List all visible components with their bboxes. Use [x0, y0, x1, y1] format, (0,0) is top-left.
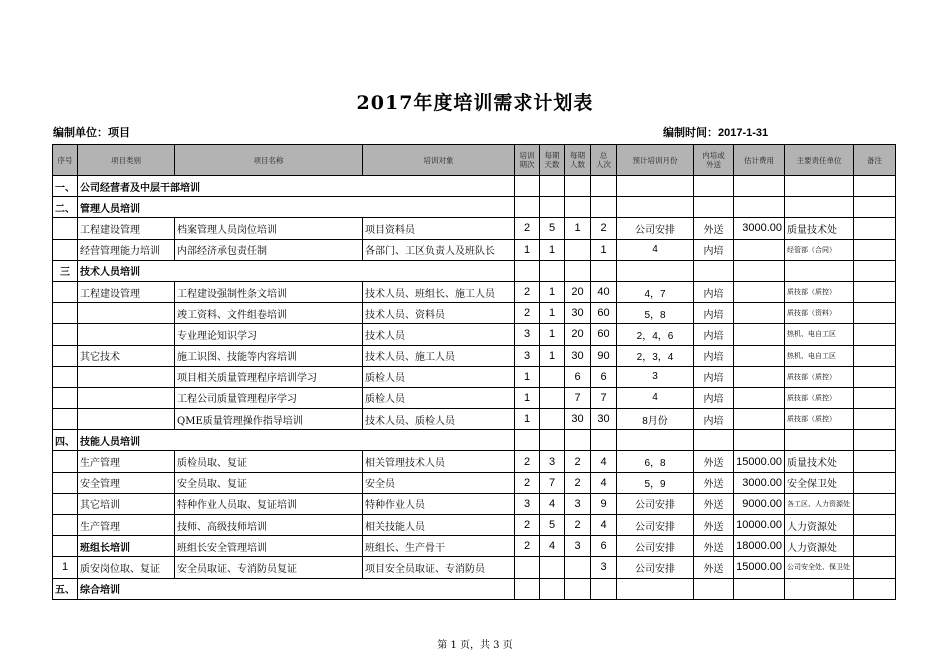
- training-target: 班组长、生产骨干: [363, 536, 515, 557]
- remarks: [854, 345, 896, 366]
- people-per-period: 30: [565, 345, 591, 366]
- people-per-period: 2: [565, 472, 591, 493]
- empty-cell: [785, 578, 854, 599]
- section-row: [53, 197, 896, 218]
- remarks: [854, 239, 896, 260]
- empty-cell: [540, 176, 565, 197]
- empty-cell: [734, 430, 785, 451]
- remarks: [854, 536, 896, 557]
- remarks: [854, 387, 896, 408]
- row-number: 1: [53, 557, 78, 578]
- planned-month: 公司安排: [617, 218, 694, 239]
- days-per-period: 1: [540, 324, 565, 345]
- training-mode: 外送: [694, 557, 734, 578]
- remarks: [854, 409, 896, 430]
- empty-cell: [694, 260, 734, 281]
- empty-cell: [591, 578, 617, 599]
- people-per-period: [565, 557, 591, 578]
- table-row: [53, 218, 896, 239]
- project-name: 安全员取、复证: [175, 472, 363, 493]
- responsible-unit: 质技部（质控）: [785, 387, 854, 408]
- column-header: 主要责任单位: [785, 145, 854, 176]
- column-header: 预计培训月份: [617, 145, 694, 176]
- estimated-cost: 3000.00: [734, 472, 785, 493]
- people-per-period: 3: [565, 493, 591, 514]
- row-number: [53, 345, 78, 366]
- total-people: 6: [591, 536, 617, 557]
- planned-month: 2，4，6: [617, 324, 694, 345]
- project-category: 生产管理: [78, 451, 175, 472]
- empty-cell: [565, 430, 591, 451]
- table-row: [53, 557, 896, 578]
- empty-cell: [854, 578, 896, 599]
- responsible-unit: 公司安全处、保卫处: [785, 557, 854, 578]
- remarks: [854, 218, 896, 239]
- remarks: [854, 557, 896, 578]
- row-number: [53, 387, 78, 408]
- training-mode: 外送: [694, 451, 734, 472]
- training-periods: 1: [515, 239, 540, 260]
- row-number: [53, 218, 78, 239]
- column-header: 每期 人数: [565, 145, 591, 176]
- project-category: 经营管理能力培训: [78, 239, 175, 260]
- training-mode: 外送: [694, 218, 734, 239]
- empty-cell: [565, 176, 591, 197]
- people-per-period: 2: [565, 451, 591, 472]
- project-category: 其它培训: [78, 493, 175, 514]
- empty-cell: [734, 176, 785, 197]
- row-number: [53, 536, 78, 557]
- remarks: [854, 493, 896, 514]
- project-category: 安全管理: [78, 472, 175, 493]
- project-name: 工程建设强制性条文培训: [175, 281, 363, 302]
- responsible-unit: 质量技术处: [785, 451, 854, 472]
- training-periods: 3: [515, 345, 540, 366]
- people-per-period: 1: [565, 218, 591, 239]
- empty-cell: [694, 430, 734, 451]
- total-people: 4: [591, 515, 617, 536]
- training-periods: 2: [515, 472, 540, 493]
- empty-cell: [854, 176, 896, 197]
- planned-month: 公司安排: [617, 536, 694, 557]
- remarks: [854, 451, 896, 472]
- training-target: 相关管理技术人员: [363, 451, 515, 472]
- responsible-unit: 热机、电自工区: [785, 324, 854, 345]
- project-name: 班组长安全管理培训: [175, 536, 363, 557]
- training-mode: 外送: [694, 472, 734, 493]
- training-target: 各部门、工区负责人及班队长: [363, 239, 515, 260]
- compiling-unit: 编制单位：项目: [53, 126, 130, 139]
- section-number: 五、: [53, 578, 78, 599]
- page-footer: 第 1 页，共 3 页: [437, 640, 513, 651]
- training-target: 质检人员: [363, 387, 515, 408]
- compiling-time: [663, 124, 768, 140]
- training-periods: 2: [515, 303, 540, 324]
- table-row: [53, 472, 896, 493]
- section-row: [53, 260, 896, 281]
- project-name: 内部经济承包责任制: [175, 239, 363, 260]
- total-people: 7: [591, 387, 617, 408]
- project-name: 工程公司质量管理程序学习: [175, 387, 363, 408]
- planned-month: 6，8: [617, 451, 694, 472]
- project-name: 特种作业人员取、复证培训: [175, 493, 363, 514]
- training-mode: 内培: [694, 366, 734, 387]
- people-per-period: 6: [565, 366, 591, 387]
- empty-cell: [785, 176, 854, 197]
- empty-cell: [515, 430, 540, 451]
- days-per-period: 3: [540, 451, 565, 472]
- empty-cell: [565, 260, 591, 281]
- section-title: 公司经营者及中层干部培训: [78, 176, 515, 197]
- table-row: [53, 409, 896, 430]
- column-header: 培训对象: [363, 145, 515, 176]
- days-per-period: 4: [540, 493, 565, 514]
- compiling-time-value: 2017-1-31: [718, 127, 769, 139]
- empty-cell: [854, 260, 896, 281]
- training-mode: 内培: [694, 409, 734, 430]
- days-per-period: [540, 387, 565, 408]
- planned-month: 4: [617, 239, 694, 260]
- planned-month: 3: [617, 366, 694, 387]
- project-name: 项目相关质量管理程序培训学习: [175, 366, 363, 387]
- section-row: [53, 578, 896, 599]
- days-per-period: 4: [540, 536, 565, 557]
- column-header: 培训 期次: [515, 145, 540, 176]
- column-header: 项目名称: [175, 145, 363, 176]
- table-row: [53, 281, 896, 302]
- empty-cell: [515, 176, 540, 197]
- training-target: 安全员: [363, 472, 515, 493]
- project-category: [78, 387, 175, 408]
- section-title: 综合培训: [78, 578, 515, 599]
- row-number: [53, 366, 78, 387]
- empty-cell: [540, 430, 565, 451]
- remarks: [854, 366, 896, 387]
- training-mode: 内培: [694, 345, 734, 366]
- empty-cell: [540, 260, 565, 281]
- planned-month: 5，9: [617, 472, 694, 493]
- training-target: 项目资料员: [363, 218, 515, 239]
- table-row: [53, 366, 896, 387]
- estimated-cost: 15000.00: [734, 557, 785, 578]
- empty-cell: [591, 430, 617, 451]
- training-target: 项目安全员取证、专消防员: [363, 557, 515, 578]
- column-header: 备注: [854, 145, 896, 176]
- training-mode: 外送: [694, 536, 734, 557]
- empty-cell: [785, 430, 854, 451]
- days-per-period: 1: [540, 345, 565, 366]
- training-target: 特种作业人员: [363, 493, 515, 514]
- project-category: 生产管理: [78, 515, 175, 536]
- empty-cell: [565, 197, 591, 218]
- empty-cell: [515, 197, 540, 218]
- days-per-period: [540, 409, 565, 430]
- page-title: 2017年度培训需求计划表: [356, 92, 594, 114]
- empty-cell: [694, 578, 734, 599]
- empty-cell: [617, 197, 694, 218]
- project-category: [78, 409, 175, 430]
- project-category: [78, 366, 175, 387]
- days-per-period: 1: [540, 239, 565, 260]
- section-row: [53, 430, 896, 451]
- responsible-unit: 质技部（质控）: [785, 366, 854, 387]
- empty-cell: [854, 430, 896, 451]
- training-target: 技术人员、资料员: [363, 303, 515, 324]
- row-number: [53, 515, 78, 536]
- training-target: 质检人员: [363, 366, 515, 387]
- empty-cell: [617, 260, 694, 281]
- project-name: 技师、高级技师培训: [175, 515, 363, 536]
- days-per-period: 1: [540, 281, 565, 302]
- section-title: 技能人员培训: [78, 430, 515, 451]
- training-mode: 内培: [694, 281, 734, 302]
- training-mode: 内培: [694, 324, 734, 345]
- planned-month: 4: [617, 387, 694, 408]
- estimated-cost: [734, 387, 785, 408]
- responsible-unit: 质技部（质控）: [785, 281, 854, 302]
- section-number: 一、: [53, 176, 78, 197]
- people-per-period: 2: [565, 515, 591, 536]
- empty-cell: [591, 197, 617, 218]
- planned-month: 8月份: [617, 409, 694, 430]
- table-row: [53, 345, 896, 366]
- table-row: [53, 387, 896, 408]
- project-category: 质安岗位取、复证: [78, 557, 175, 578]
- people-per-period: 30: [565, 303, 591, 324]
- total-people: 2: [591, 218, 617, 239]
- row-number: [53, 303, 78, 324]
- table-row: [53, 536, 896, 557]
- empty-cell: [854, 197, 896, 218]
- empty-cell: [785, 260, 854, 281]
- total-people: 60: [591, 324, 617, 345]
- training-periods: 3: [515, 493, 540, 514]
- planned-month: 4，7: [617, 281, 694, 302]
- total-people: 30: [591, 409, 617, 430]
- estimated-cost: [734, 345, 785, 366]
- table-header-row: [53, 145, 896, 176]
- days-per-period: [540, 366, 565, 387]
- responsible-unit: 人力资源处: [785, 515, 854, 536]
- responsible-unit: 各工区、人力资源处: [785, 493, 854, 514]
- empty-cell: [734, 578, 785, 599]
- empty-cell: [734, 260, 785, 281]
- total-people: 40: [591, 281, 617, 302]
- responsible-unit: 质量技术处: [785, 218, 854, 239]
- project-name: 施工识图、技能等内容培训: [175, 345, 363, 366]
- responsible-unit: 质技部（质控）: [785, 409, 854, 430]
- table-row: [53, 324, 896, 345]
- section-number: 二、: [53, 197, 78, 218]
- total-people: 6: [591, 366, 617, 387]
- empty-cell: [785, 197, 854, 218]
- total-people: 4: [591, 451, 617, 472]
- column-header: 项目类别: [78, 145, 175, 176]
- column-header: 总 人次: [591, 145, 617, 176]
- training-periods: 2: [515, 451, 540, 472]
- project-category: [78, 324, 175, 345]
- days-per-period: 7: [540, 472, 565, 493]
- empty-cell: [694, 176, 734, 197]
- table-row: [53, 515, 896, 536]
- responsible-unit: 热机、电自工区: [785, 345, 854, 366]
- project-name: 竣工资料、文件组卷培训: [175, 303, 363, 324]
- total-people: 90: [591, 345, 617, 366]
- empty-cell: [540, 578, 565, 599]
- training-target: 技术人员: [363, 324, 515, 345]
- column-header: 估计费用: [734, 145, 785, 176]
- planned-month: 5，8: [617, 303, 694, 324]
- project-name: QME质量管理操作指导培训: [175, 409, 363, 430]
- people-per-period: 20: [565, 324, 591, 345]
- days-per-period: 1: [540, 303, 565, 324]
- estimated-cost: 18000.00: [734, 536, 785, 557]
- project-category: 工程建设管理: [78, 281, 175, 302]
- empty-cell: [515, 578, 540, 599]
- training-periods: [515, 557, 540, 578]
- estimated-cost: 9000.00: [734, 493, 785, 514]
- planned-month: 公司安排: [617, 515, 694, 536]
- total-people: 9: [591, 493, 617, 514]
- estimated-cost: [734, 324, 785, 345]
- empty-cell: [617, 578, 694, 599]
- column-header: 内培或 外送: [694, 145, 734, 176]
- remarks: [854, 303, 896, 324]
- section-title: 管理人员培训: [78, 197, 515, 218]
- remarks: [854, 281, 896, 302]
- people-per-period: 20: [565, 281, 591, 302]
- section-title: 技术人员培训: [78, 260, 515, 281]
- planned-month: 2，3，4: [617, 345, 694, 366]
- training-periods: 1: [515, 409, 540, 430]
- training-mode: 内培: [694, 303, 734, 324]
- empty-cell: [515, 260, 540, 281]
- table-row: [53, 239, 896, 260]
- people-per-period: 3: [565, 536, 591, 557]
- estimated-cost: [734, 239, 785, 260]
- project-name: 安全员取证、专消防员复证: [175, 557, 363, 578]
- row-number: [53, 239, 78, 260]
- total-people: 4: [591, 472, 617, 493]
- project-name: 专业理论知识学习: [175, 324, 363, 345]
- section-row: [53, 176, 896, 197]
- table-row: [53, 493, 896, 514]
- project-name: 档案管理人员岗位培训: [175, 218, 363, 239]
- estimated-cost: [734, 366, 785, 387]
- empty-cell: [617, 430, 694, 451]
- table-row: [53, 451, 896, 472]
- responsible-unit: 经管部（合同）: [785, 239, 854, 260]
- section-number: 四、: [53, 430, 78, 451]
- estimated-cost: 15000.00: [734, 451, 785, 472]
- empty-cell: [694, 197, 734, 218]
- empty-cell: [591, 176, 617, 197]
- training-periods: 3: [515, 324, 540, 345]
- remarks: [854, 515, 896, 536]
- empty-cell: [591, 260, 617, 281]
- empty-cell: [565, 578, 591, 599]
- column-header: 每期 天数: [540, 145, 565, 176]
- days-per-period: [540, 557, 565, 578]
- training-periods: 1: [515, 387, 540, 408]
- row-number: [53, 493, 78, 514]
- empty-cell: [617, 176, 694, 197]
- training-periods: 2: [515, 281, 540, 302]
- training-target: 相关技能人员: [363, 515, 515, 536]
- training-mode: 内培: [694, 387, 734, 408]
- days-per-period: 5: [540, 515, 565, 536]
- total-people: 1: [591, 239, 617, 260]
- training-periods: 2: [515, 536, 540, 557]
- estimated-cost: [734, 409, 785, 430]
- training-mode: 外送: [694, 515, 734, 536]
- training-mode: 内培: [694, 239, 734, 260]
- total-people: 60: [591, 303, 617, 324]
- empty-cell: [734, 197, 785, 218]
- estimated-cost: 3000.00: [734, 218, 785, 239]
- project-category: 班组长培训: [78, 536, 175, 557]
- training-target: 技术人员、质检人员: [363, 409, 515, 430]
- section-number: 三: [53, 260, 78, 281]
- project-name: 质检员取、复证: [175, 451, 363, 472]
- column-header: 序号: [53, 145, 78, 176]
- row-number: [53, 472, 78, 493]
- project-category: 工程建设管理: [78, 218, 175, 239]
- estimated-cost: [734, 303, 785, 324]
- total-people: 3: [591, 557, 617, 578]
- training-periods: 1: [515, 366, 540, 387]
- row-number: [53, 451, 78, 472]
- responsible-unit: 质技部（资料）: [785, 303, 854, 324]
- people-per-period: 30: [565, 409, 591, 430]
- training-mode: 外送: [694, 493, 734, 514]
- compiling-time-label: 编制时间：: [663, 126, 718, 139]
- training-periods: 2: [515, 515, 540, 536]
- estimated-cost: [734, 281, 785, 302]
- people-per-period: 7: [565, 387, 591, 408]
- empty-cell: [540, 197, 565, 218]
- remarks: [854, 472, 896, 493]
- responsible-unit: 人力资源处: [785, 536, 854, 557]
- planned-month: 公司安排: [617, 557, 694, 578]
- planned-month: 公司安排: [617, 493, 694, 514]
- row-number: [53, 324, 78, 345]
- responsible-unit: 安全保卫处: [785, 472, 854, 493]
- people-per-period: [565, 239, 591, 260]
- remarks: [854, 324, 896, 345]
- training-plan-table: [52, 144, 896, 600]
- table-row: [53, 303, 896, 324]
- project-category: [78, 303, 175, 324]
- training-target: 技术人员、班组长、施工人员: [363, 281, 515, 302]
- row-number: [53, 409, 78, 430]
- training-periods: 2: [515, 218, 540, 239]
- row-number: [53, 281, 78, 302]
- project-category: 其它技术: [78, 345, 175, 366]
- days-per-period: 5: [540, 218, 565, 239]
- training-target: 技术人员、施工人员: [363, 345, 515, 366]
- estimated-cost: 10000.00: [734, 515, 785, 536]
